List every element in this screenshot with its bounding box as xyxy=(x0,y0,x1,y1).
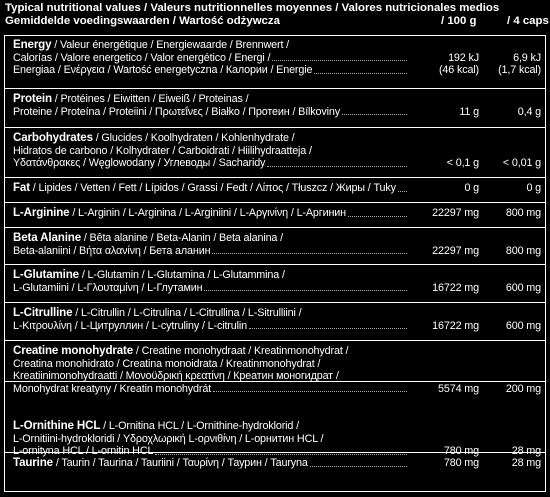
dot-leader xyxy=(308,457,409,470)
nutrient-translations: L-Ornitiini-hydrokloridi / Υδροχλωρική L-ορνιθίνη / L-орнитин HCL / xyxy=(13,432,324,445)
nutrient-translations: / L-Arginin / L-Arginina / L-Arginiini / L-Αργινίνη / L-Аргинин xyxy=(69,207,346,219)
value-per-100g: 22297 mg xyxy=(432,244,479,257)
header-line-2 xyxy=(5,14,549,28)
value-per-100g: (46 kcal) xyxy=(438,64,479,77)
nutrient-row xyxy=(5,269,545,294)
value-per-4-caps: 800 mg xyxy=(505,244,541,257)
nutrient-line xyxy=(13,307,541,320)
nutrient-translations: Kreatiinimonohydraatti / Μονοϋδρική κρεατίνη / Креатин моногидрат / xyxy=(13,370,339,383)
row-divider xyxy=(5,127,545,128)
nutrient-line xyxy=(13,64,541,77)
nutrient-line xyxy=(13,282,541,295)
nutrient-translations: / Creatine monohydraat / Kreatinmonohydrat / xyxy=(133,345,349,357)
value-per-100g: 22297 mg xyxy=(432,207,479,219)
value-per-4-caps: 28 mg xyxy=(511,457,541,469)
nutrient-row xyxy=(5,132,545,170)
row-divider xyxy=(5,302,545,303)
value-per-100g: 16722 mg xyxy=(432,281,479,294)
nutrient-name: Protein xyxy=(13,92,52,105)
nutrient-translations: L-ornityna HCL / L-ornitin HCL xyxy=(13,445,154,458)
header-subtitle: Gemiddelde voedingswaarden / Wartość odżywcza xyxy=(5,14,280,27)
value-per-100g: 0 g xyxy=(464,182,479,194)
nutrient-name: Creatine monohydrate xyxy=(13,344,134,357)
value-per-100g: 192 kJ xyxy=(448,51,479,64)
row-divider xyxy=(5,381,545,382)
nutrient-line xyxy=(13,457,541,470)
value-per-100g: 16722 mg xyxy=(432,319,479,332)
nutrient-line xyxy=(13,52,541,65)
nutrient-row xyxy=(5,232,545,257)
value-per-4-caps: (1,7 kcal) xyxy=(498,64,541,77)
nutrient-translations: L-Glutamiini / L-Γλουταμίνη / L-Глутамин xyxy=(13,281,203,294)
value-per-4-caps: 0,4 g xyxy=(517,105,541,118)
nutrient-translations: L-Κιτρουλίνη / L-Цитруллин / L-cytruliny / L-citrulin xyxy=(13,319,247,332)
row-divider xyxy=(5,340,545,341)
nutrient-line xyxy=(13,182,541,195)
nutrient-line xyxy=(13,232,541,245)
nutrient-translations: / L-Ornitina HCL / L-Ornithine-hydroklorid / xyxy=(100,420,299,432)
value-per-4-caps: 600 mg xyxy=(505,319,541,332)
nutrient-translations: / L-Glutamin / L-Glutamina / L-Glutammina / xyxy=(78,269,285,281)
nutrient-row xyxy=(5,307,545,332)
nutrient-translations: / Bêta alanine / Beta-Alanin / Beta alanina / xyxy=(81,232,283,244)
nutrient-line xyxy=(13,245,541,258)
nutrient-name: L-Citrulline xyxy=(13,306,73,319)
nutrient-translations: Monohydrat kreatyny / Kreatin monohydrát xyxy=(13,382,212,395)
value-per-4-caps: 6,9 kJ xyxy=(513,51,541,64)
value-per-4-caps: 0 g xyxy=(526,182,541,194)
nutrient-row xyxy=(5,207,545,220)
nutrient-line xyxy=(13,269,541,282)
value-per-4-caps: 600 mg xyxy=(505,281,541,294)
nutrient-translations: / Protéines / Eiwitten / Eiweiß / Proteinas / xyxy=(51,93,249,105)
nutrient-line xyxy=(13,93,541,106)
nutrient-line xyxy=(13,39,541,52)
value-per-4-caps: 200 mg xyxy=(505,382,541,395)
nutrient-line xyxy=(13,433,541,446)
nutrient-line xyxy=(13,358,541,371)
nutrient-line xyxy=(13,132,541,145)
header-title: Typical nutritional values / Valeurs nutritionnelles moyennes / Valores nutricionales medios xyxy=(5,2,500,14)
nutrient-row xyxy=(5,39,545,77)
value-per-100g: 5574 mg xyxy=(438,382,479,395)
nutrient-translations: Υδατάνθρακες / Węglowodany / Углеводы / Sacharidy xyxy=(13,157,266,170)
row-divider xyxy=(5,452,545,453)
dot-leader xyxy=(396,182,409,195)
nutrient-name: Fat xyxy=(13,181,30,194)
nutrient-line xyxy=(13,345,541,358)
table-header xyxy=(5,2,549,27)
row-divider xyxy=(5,227,545,228)
dot-leader xyxy=(247,320,409,333)
dot-leader xyxy=(340,106,409,119)
row-divider xyxy=(5,88,545,89)
nutrient-translations: / Lipides / Vetten / Fett / Lípidos / Grassi / Fedt / Λίπος / Tłuszcz / Жиры / Tuky xyxy=(29,182,396,194)
value-per-100g: 780 mg xyxy=(443,445,479,458)
nutrient-row xyxy=(5,182,545,195)
row-divider xyxy=(5,202,545,203)
nutrient-name: L-Glutamine xyxy=(13,268,79,281)
nutrient-name: Beta Alanine xyxy=(13,231,81,244)
nutrient-translations: / Valeur énergétique / Energiewaarde / Brennwert / xyxy=(51,39,290,51)
header-line-1 xyxy=(5,2,545,15)
value-per-100g: < 0,1 g xyxy=(446,157,479,170)
nutrient-row xyxy=(5,457,545,470)
value-per-100g: 780 mg xyxy=(443,457,479,469)
nutrient-name: Energy xyxy=(13,38,52,51)
nutrient-translations: / L-Citrullin / L-Citrulina / L-Citrullina / L-Sitrulliini / xyxy=(72,307,302,319)
dot-leader xyxy=(211,383,409,396)
nutrient-translations: Beta-alaniini / Βήτα αλανίνη / Бета аланин xyxy=(13,244,211,257)
nutrient-name: Taurine xyxy=(13,456,53,469)
dot-leader xyxy=(202,282,409,295)
dot-leader xyxy=(346,207,409,220)
dot-leader xyxy=(312,64,409,77)
nutrient-line xyxy=(13,106,541,119)
column-per-100g: / 100 g xyxy=(441,14,477,27)
nutrient-translations: Calorías / Valore energetico / Valor energético / Energi / xyxy=(13,51,271,64)
dot-leader xyxy=(270,52,409,65)
row-divider xyxy=(5,264,545,265)
nutrient-name: L-Arginine xyxy=(13,206,70,219)
nutrient-translations: / Glucides / Koolhydraten / Kohlenhydrate / xyxy=(92,132,295,144)
nutrient-translations: Hidratos de carbono / Kolhydrater / Carboidrati / Hiilihydraatteja / xyxy=(13,144,312,157)
nutrient-translations: Creatina monohidrato / Creatina monoidrata / Kreatinmonohydrat / xyxy=(13,357,321,370)
dot-leader xyxy=(265,157,409,170)
nutrient-translations: Energiaa / Ενέργεια / Wartość energetyczna / Калории / Energie xyxy=(13,64,313,77)
nutrient-translations: / Taurin / Taurina / Tauriini / Ταυρίνη / Таурин / Tauryna xyxy=(52,457,308,469)
column-per-4-caps: / 4 caps xyxy=(507,14,549,27)
nutrient-row xyxy=(5,93,545,118)
nutrient-line xyxy=(13,320,541,333)
dot-leader xyxy=(210,245,409,258)
nutrient-line xyxy=(13,145,541,158)
nutrient-name: L-Ornithine HCL xyxy=(13,419,101,432)
nutrient-line xyxy=(13,157,541,170)
value-per-4-caps: 28 mg xyxy=(511,445,541,458)
value-per-4-caps: < 0,01 g xyxy=(502,157,541,170)
nutrient-translations: Proteine / Proteína / Proteiini / Πρωτεΐνες / Białko / Протеин / Bílkoviny xyxy=(13,105,341,118)
nutrient-line xyxy=(13,383,541,396)
value-per-4-caps: 800 mg xyxy=(505,207,541,219)
nutrient-line xyxy=(13,207,541,220)
nutrient-row xyxy=(5,345,545,395)
nutrient-line xyxy=(13,420,541,433)
nutrient-name: Carbohydrates xyxy=(13,131,93,144)
nutrition-table xyxy=(4,35,546,492)
row-divider xyxy=(5,177,545,178)
value-per-100g: 11 g xyxy=(459,105,479,118)
